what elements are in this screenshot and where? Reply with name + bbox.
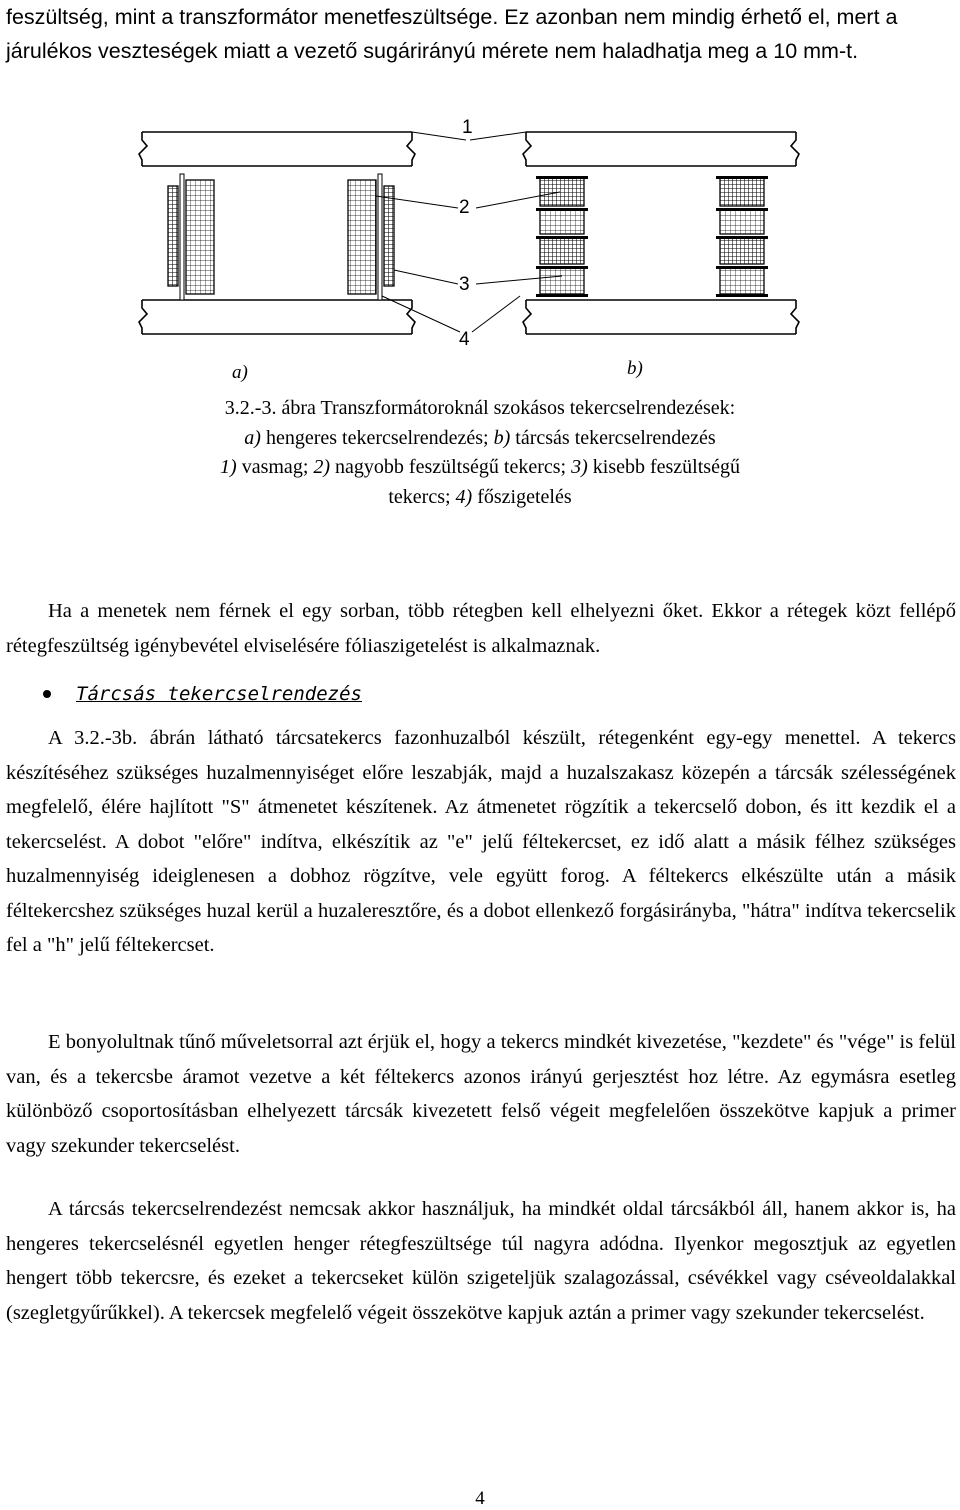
top-paragraph: [6, 0, 956, 68]
fig-b-right-disc-separator-4: [716, 266, 768, 269]
fig-b-left-disc-separator-1: [536, 176, 588, 179]
fig-b-right-disc-separator-end: [716, 294, 768, 297]
fig-a-left-inner-winding: [168, 186, 178, 286]
fig-b-lower-break-right: [791, 300, 799, 334]
fig-b-lower-break-left: [523, 300, 531, 334]
fig-b-left-disc-separator-2: [536, 208, 588, 211]
fig-b-left-disc-1: [540, 178, 584, 206]
caption-3-marker: 3): [571, 456, 588, 478]
caption-a-text: hengeres tekercselrendezés;: [260, 426, 494, 449]
caption-2-marker: 2): [313, 456, 331, 478]
label-a: a): [232, 362, 248, 383]
paragraph-disc: [6, 721, 956, 963]
leader-3-left: [394, 270, 458, 284]
fig-b-right-disc-4: [720, 268, 764, 294]
leader-4-right: [472, 296, 520, 332]
fig-a-yoke-break-left: [139, 132, 147, 166]
fig-b-left-disc-4: [540, 268, 584, 294]
paragraph-layers-text: Ha a menetek nem férnek el egy sorban, több rétegben kell elhelyezni őket. Ekkor a rétegek közt fellépő rétegfeszültség igénybevétel elviselésére fóliaszigetelést is alkalmaznak.: [6, 600, 956, 657]
caption-4-marker: 4): [455, 485, 473, 508]
fig-b-right-disc-separator-1: [716, 176, 768, 179]
fig-a-yoke-break-right: [407, 132, 415, 166]
callout-1: 1: [462, 117, 473, 138]
winding-diagram: [0, 100, 960, 400]
caption-b-text: tárcsás tekercselrendezés: [510, 426, 716, 449]
fig-a-lower-break-left: [139, 300, 147, 334]
section-heading-disc-winding: Tárcsás tekercselrendezés: [76, 683, 362, 705]
transformer-winding-figure: [0, 100, 960, 400]
caption-a-marker: a): [244, 426, 261, 449]
leader-4-left: [382, 296, 460, 332]
leader-1-left: [412, 132, 466, 140]
fig-b-right-disc-1: [720, 178, 764, 206]
callout-4: 4: [459, 329, 470, 350]
fig-b-left-disc-separator-3: [536, 236, 588, 239]
caption-3-text: kisebb feszültségű: [587, 456, 740, 478]
paragraph-disc-text: A 3.2.-3b. ábrán látható tárcsatekercs fazonhuzalból készült, rétegenként egy-egy menettel. A tekercs készítéséhez szükséges huzalmennyiséget előre leszabják, majd a huzalszakasz közepén a tárcsák szélességének megfelelő, élére hajlított "S" átmenetet készítenek. Az átmenetet rögzítik a tekercselő dobon, és itt kezdik el a tekercselést. A dobot "előre" indítva, elkészítik az "e" jelű féltekercset, ez idő alatt a másik félhez szükséges huzalmennyiség ideiglenesen a dobhoz rögzítve, vele együtt forog. A féltekercs elkészülte után a másik féltekercshez szükséges huzal kerül a huzaleresztőre, és a dobot ellenkező forgásirányba, "hátra" indítva tekercselik fel a "h" jelű féltekercset.: [6, 727, 956, 956]
leader-1-right: [470, 132, 526, 140]
top-paragraph-line-1: feszültség, mint a transzformátor menetfeszültsége. Ez azonban nem mindig érhető el, mert a: [6, 5, 898, 29]
caption-4-pre: tekercs;: [388, 485, 456, 508]
caption-line-2: [0, 424, 960, 454]
fig-b-right-disc-3: [720, 238, 764, 264]
caption-1-text: vasmag;: [236, 456, 314, 478]
fig-b-yoke-break-left: [523, 132, 531, 166]
bullet-dot-icon: [43, 690, 51, 698]
fig-b-left-disc-separator-end: [536, 294, 588, 297]
callout-3: 3: [459, 274, 470, 295]
fig-a-lower-break-right: [407, 300, 415, 334]
fig-a-left-insulation: [180, 174, 184, 300]
figure-b-disc: [523, 132, 799, 334]
figure-caption: [0, 394, 960, 512]
fig-a-left-outer-winding: [186, 180, 214, 294]
figure-a-cylindrical: [139, 132, 415, 334]
fig-a-right-insulation: [378, 174, 382, 300]
fig-b-right-disc-2: [720, 210, 764, 234]
caption-1-marker: 1): [220, 456, 237, 478]
fig-b-left-disc-3: [540, 238, 584, 264]
callout-2: 2: [459, 197, 470, 218]
paragraph-layers: [6, 594, 956, 663]
caption-b-marker: b): [493, 426, 511, 449]
fig-b-left-disc-separator-4: [536, 266, 588, 269]
paragraph-final: [6, 1192, 956, 1330]
fig-b-yoke-break-right: [791, 132, 799, 166]
caption-line-4: [0, 483, 960, 513]
top-paragraph-line-2: járulékos veszteségek miatt a vezető sugárirányú mérete nem haladhatja meg a 10 mm-t.: [6, 39, 859, 63]
label-b: b): [627, 358, 643, 379]
fig-b-left-disc-2: [540, 210, 584, 234]
fig-b-right-disc-separator-3: [716, 236, 768, 239]
paragraph-complex: [6, 1025, 956, 1163]
fig-a-right-outer-winding: [348, 180, 376, 294]
caption-4-text: főszigetelés: [472, 485, 572, 508]
callout-leaders: [376, 132, 562, 332]
caption-2-text: nagyobb feszültségű tekercs;: [330, 456, 572, 478]
paragraph-final-text: A tárcsás tekercselrendezést nemcsak akkor használjuk, ha mindkét oldal tárcsákból áll, hanem akkor is, ha hengeres tekercselésnél egyetlen henger rétegfeszültsége túl nagyra adódna. Ilyenkor megosztjuk az egyetlen hengert több tekercsre, és ezeket a tekercseket külön szigeteljük szalagozással, csévékkel vagy cséveoldalakkal (szegletgyűrűkkel). A tekercsek megfelelő végeit összekötve kapjuk aztán a primer vagy szekunder tekercselést.: [6, 1198, 956, 1324]
fig-b-right-disc-separator-2: [716, 208, 768, 211]
caption-line-3: [0, 453, 960, 483]
paragraph-complex-text: E bonyolultnak tűnő műveletsorral azt érjük el, hogy a tekercs mindkét kivezetése, "kezdete" és "vége" is felül van, és a tekercsbe áramot vezetve a két féltekercs azonos irányú gerjesztést hoz létre. Az egymásra esetleg különböző csoportosításban elhelyezett tárcsák kivezetett felső végeit megfelelően összekötve kapjuk a primer vagy szekunder tekercselést.: [6, 1031, 956, 1157]
fig-a-right-inner-winding: [384, 186, 394, 286]
caption-line-1: 3.2.-3. ábra Transzformátoroknál szokásos tekercselrendezések:: [224, 397, 736, 419]
page-number: 4: [475, 1488, 485, 1509]
